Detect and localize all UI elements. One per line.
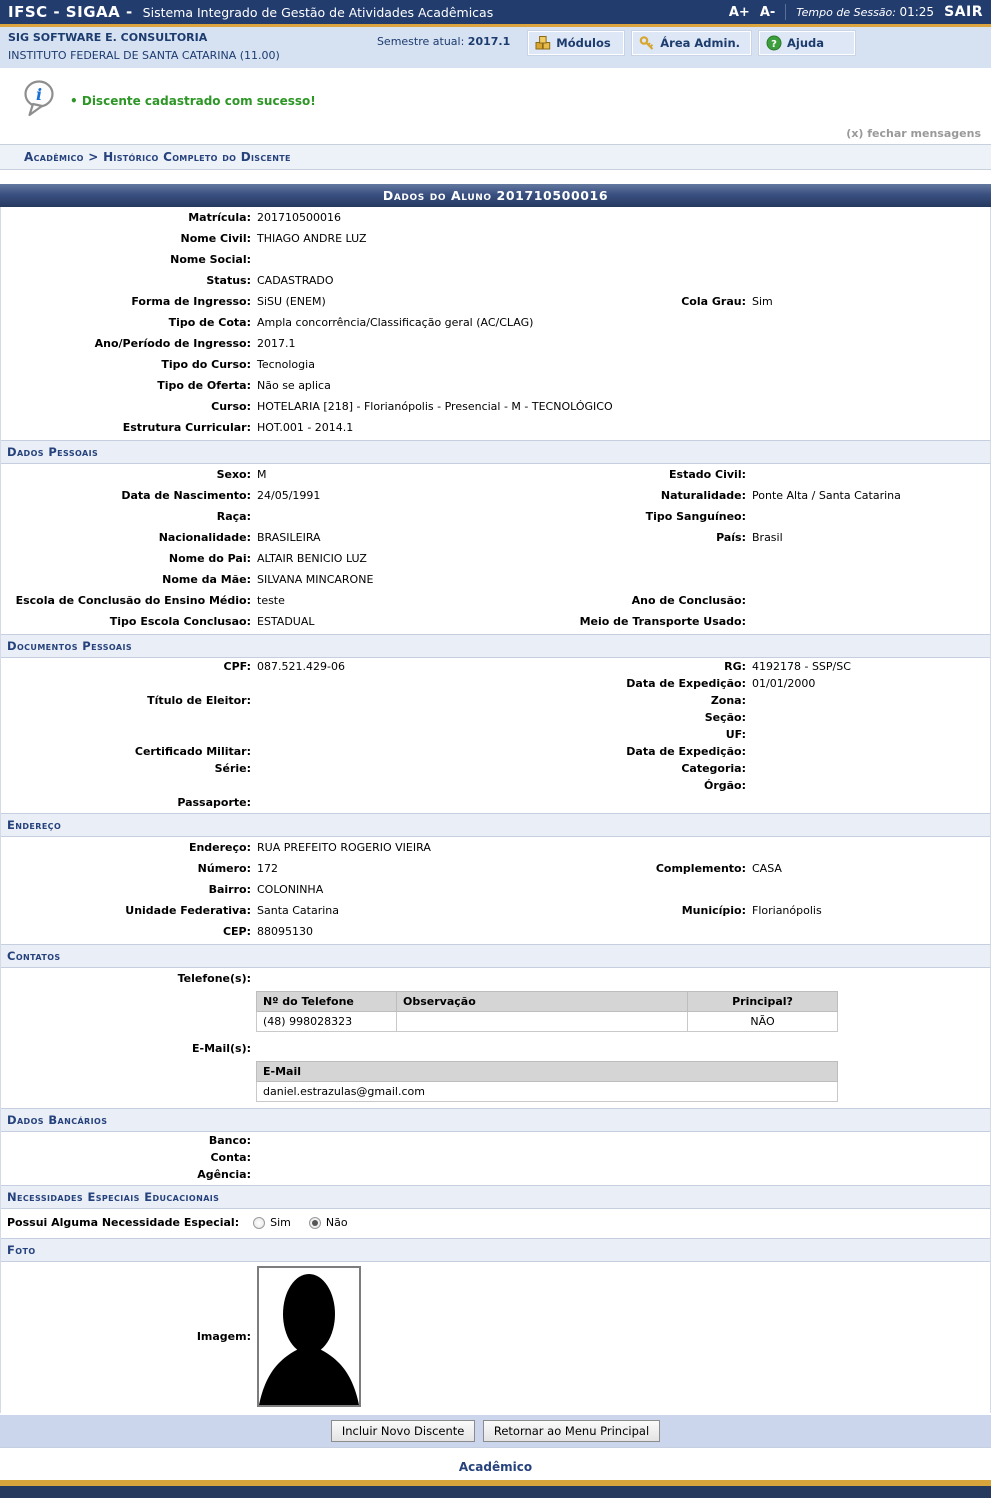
field-label: Nome da Mãe: xyxy=(162,573,251,586)
field-label: Passaporte: xyxy=(177,796,251,809)
field-value xyxy=(251,784,496,788)
font-decrease-button[interactable]: A- xyxy=(759,4,776,20)
field-label: Escola de Conclusão do Ensino Médio: xyxy=(15,594,251,607)
field-label: Título de Eleitor: xyxy=(147,694,251,707)
field-row xyxy=(1,249,990,270)
font-increase-button[interactable]: A+ xyxy=(728,4,750,20)
field-label: Data de Expedição: xyxy=(626,677,746,690)
field-value: teste xyxy=(257,594,285,607)
field-label: Endereço: xyxy=(188,841,251,854)
field-value xyxy=(251,750,496,754)
table-cell: daniel.estrazulas@gmail.com xyxy=(257,1082,838,1102)
divider xyxy=(785,4,786,20)
session-timer: Tempo de Sessão: 01:25 xyxy=(796,5,935,19)
field-row xyxy=(1,900,990,921)
include-new-student-button[interactable]: Incluir Novo Discente xyxy=(331,1420,476,1442)
field-label: Órgão: xyxy=(703,779,746,792)
radio-label: Não xyxy=(325,1216,348,1229)
field-label: Seção: xyxy=(704,711,746,724)
top-header-bar xyxy=(0,0,991,27)
field-row xyxy=(1,658,990,675)
field-label xyxy=(1,682,251,686)
field-label xyxy=(1,784,251,788)
field-value xyxy=(251,716,496,720)
field-row xyxy=(1,692,990,709)
field-value: 201710500016 xyxy=(257,211,341,224)
field-row xyxy=(1,1149,990,1166)
field-value: Sim xyxy=(752,295,773,308)
field-row xyxy=(1,527,990,548)
unit-name: SIG SOFTWARE E. CONSULTORIA xyxy=(8,31,208,44)
field-row xyxy=(1,858,990,879)
image-label: Imagem: xyxy=(196,1330,251,1343)
field-value: SILVANA MINCARONE xyxy=(257,573,374,586)
field-value: CASA xyxy=(752,862,782,875)
field-value: 01/01/2000 xyxy=(752,677,816,690)
field-row xyxy=(1,837,990,858)
field-row xyxy=(1,333,990,354)
table-row xyxy=(257,1012,838,1032)
field-label: Forma de Ingresso: xyxy=(131,295,251,308)
subheader-bar xyxy=(0,27,991,68)
field-value: M xyxy=(257,468,267,481)
field-row xyxy=(1,291,990,312)
field-row xyxy=(1,548,990,569)
field-value: HOTELARIA [218] - Florianópolis - Presencial - M - TECNOLÓGICO xyxy=(257,400,613,413)
field-value: 88095130 xyxy=(257,925,313,938)
section-header-documentos-pessoais: Documentos Pessoais xyxy=(1,634,990,658)
field-value: COLONINHA xyxy=(257,883,324,896)
field-row xyxy=(1,726,990,743)
field-label: Zona: xyxy=(710,694,746,707)
panel-title: Dados do Aluno 201710500016 xyxy=(0,184,991,207)
column-header: Observação xyxy=(397,992,688,1012)
field-row xyxy=(1,464,990,485)
field-label: Tipo do Curso: xyxy=(161,358,251,371)
table-cell: (48) 998028323 xyxy=(257,1012,397,1032)
field-label: Tipo Escola Conclusao: xyxy=(109,615,251,628)
field-value: THIAGO ANDRE LUZ xyxy=(257,232,367,245)
field-value: RUA PREFEITO ROGERIO VIEIRA xyxy=(257,841,431,854)
actions-bar xyxy=(0,1415,991,1447)
field-value: ALTAIR BENICIO LUZ xyxy=(257,552,367,565)
area-admin-button[interactable]: Área Admin. xyxy=(632,31,751,55)
field-label: Banco: xyxy=(208,1134,251,1147)
field-value: 087.521.429-06 xyxy=(257,660,345,673)
logout-button[interactable]: SAIR xyxy=(944,4,983,20)
field-value xyxy=(251,256,990,264)
field-value xyxy=(251,975,990,983)
field-label: Meio de Transporte Usado: xyxy=(579,615,746,628)
field-value xyxy=(251,1045,990,1053)
field-label: UF: xyxy=(725,728,746,741)
field-value xyxy=(746,513,990,521)
field-label: RG: xyxy=(724,660,746,673)
field-label: Telefone(s): xyxy=(177,972,251,985)
field-label xyxy=(1,733,251,737)
field-label: Sexo: xyxy=(216,468,251,481)
field-row xyxy=(1,396,990,417)
key-icon xyxy=(639,35,655,51)
radio-circle[interactable] xyxy=(253,1217,265,1229)
field-value: Santa Catarina xyxy=(257,904,340,917)
field-value: 4192178 - SSP/SC xyxy=(752,660,851,673)
system-title: Sistema Integrado de Gestão de Atividades Acadêmicas xyxy=(142,4,494,20)
field-value xyxy=(746,699,990,703)
field-label: Ano de Conclusão: xyxy=(631,594,746,607)
photo-row xyxy=(1,1262,990,1413)
field-row xyxy=(1,968,990,989)
section-header-dados-pessoais: Dados Pessoais xyxy=(1,440,990,464)
help-icon xyxy=(766,35,782,51)
field-row xyxy=(1,743,990,760)
radio-sim[interactable] xyxy=(253,1216,291,1229)
field-value: Tecnologia xyxy=(257,358,315,371)
field-label xyxy=(1,716,251,720)
field-value: ESTADUAL xyxy=(257,615,315,628)
field-label: Tipo Sanguíneo: xyxy=(645,510,746,523)
field-label: Ano/Período de Ingresso: xyxy=(94,337,251,350)
field-label: Raça: xyxy=(216,510,251,523)
field-value: Brasil xyxy=(752,531,783,544)
field-value xyxy=(251,1139,990,1143)
field-label: Conta: xyxy=(210,1151,251,1164)
modules-icon xyxy=(535,35,551,51)
field-value: BRASILEIRA xyxy=(257,531,321,544)
field-row xyxy=(1,1166,990,1183)
column-header: Principal? xyxy=(688,992,838,1012)
app-brand: IFSC - SIGAA - xyxy=(8,3,133,21)
institution-name: INSTITUTO FEDERAL DE SANTA CATARINA (11.00) xyxy=(8,49,280,62)
field-value xyxy=(251,682,496,686)
field-row xyxy=(1,1132,990,1149)
field-row xyxy=(1,760,990,777)
field-row xyxy=(1,590,990,611)
info-bubble-icon xyxy=(22,80,58,121)
field-label: Agência: xyxy=(197,1168,251,1181)
field-row xyxy=(1,228,990,249)
table-cell xyxy=(397,1012,688,1032)
field-value xyxy=(251,1156,990,1160)
table-row xyxy=(257,1082,838,1102)
help-button[interactable]: ? Ajuda xyxy=(759,31,855,55)
field-row xyxy=(1,375,990,396)
svg-text:?: ? xyxy=(771,39,777,50)
field-label: CEP: xyxy=(222,925,251,938)
radio-group xyxy=(253,1216,347,1229)
radio-label: Sim xyxy=(270,1216,291,1229)
section-header-necessidades-especiais-educacionais: Necessidades Especiais Educacionais xyxy=(1,1185,990,1209)
email-table xyxy=(256,1061,838,1102)
section-header-dados-banc-rios: Dados Bancários xyxy=(1,1108,990,1132)
field-value: 172 xyxy=(257,862,278,875)
phone-table xyxy=(256,991,838,1032)
footer-navy-bar xyxy=(0,1486,991,1498)
field-row xyxy=(1,777,990,794)
field-value: CADASTRADO xyxy=(257,274,334,287)
field-value xyxy=(746,733,990,737)
special-needs-label: Possui Alguma Necessidade Especial: xyxy=(7,1216,240,1229)
section-header-contatos: Contatos xyxy=(1,944,990,968)
field-row xyxy=(1,709,990,726)
field-row xyxy=(1,312,990,333)
field-value xyxy=(251,767,496,771)
current-semester: Semestre atual: 2017.1 xyxy=(376,35,511,48)
message-area xyxy=(0,68,991,121)
return-main-menu-button[interactable]: Retornar ao Menu Principal xyxy=(483,1420,660,1442)
field-value: Não se aplica xyxy=(257,379,331,392)
field-label: Nome do Pai: xyxy=(168,552,251,565)
section-header-foto: Foto xyxy=(1,1238,990,1262)
field-value xyxy=(746,767,990,771)
field-value xyxy=(251,513,496,521)
section-header-endere-o: Endereço xyxy=(1,813,990,837)
field-value: HOT.001 - 2014.1 xyxy=(257,421,354,434)
student-photo xyxy=(257,1266,361,1407)
field-label: Estrutura Curricular: xyxy=(122,421,251,434)
field-row xyxy=(1,794,990,811)
field-label: Naturalidade: xyxy=(660,489,746,502)
field-label: Estado Civil: xyxy=(669,468,746,481)
radio-no[interactable] xyxy=(309,1216,348,1229)
field-value xyxy=(746,784,990,788)
field-label: Número: xyxy=(197,862,251,875)
field-row xyxy=(1,611,990,632)
field-row xyxy=(1,675,990,692)
field-row xyxy=(1,485,990,506)
field-row xyxy=(1,1038,990,1059)
field-label: Nome Social: xyxy=(170,253,251,266)
field-value xyxy=(746,597,990,605)
field-label: Unidade Federativa: xyxy=(125,904,251,917)
special-needs-row xyxy=(1,1209,990,1236)
field-value xyxy=(251,699,496,703)
breadcrumb[interactable]: Acadêmico > Histórico Completo do Discente xyxy=(0,144,991,170)
field-label: Data de Expedição: xyxy=(626,745,746,758)
field-row xyxy=(1,569,990,590)
footer-academico-link[interactable]: Acadêmico xyxy=(458,1460,533,1474)
field-row xyxy=(1,354,990,375)
field-value xyxy=(746,716,990,720)
field-value: Ponte Alta / Santa Catarina xyxy=(752,489,901,502)
form-body xyxy=(0,207,991,1413)
field-label: Bairro: xyxy=(208,883,251,896)
student-data-panel xyxy=(0,184,991,1448)
table-cell: NÃO xyxy=(688,1012,838,1032)
field-value: 2017.1 xyxy=(257,337,296,350)
field-row xyxy=(1,417,990,438)
field-label: Município: xyxy=(681,904,746,917)
field-value xyxy=(746,471,990,479)
field-row xyxy=(1,506,990,527)
field-label: Certificado Militar: xyxy=(134,745,251,758)
field-value xyxy=(251,733,496,737)
column-header: E-Mail xyxy=(257,1062,838,1082)
close-messages-link[interactable]: (x) fechar mensagens xyxy=(846,127,981,140)
field-label: Tipo de Oferta: xyxy=(157,379,251,392)
column-header: Nº do Telefone xyxy=(257,992,397,1012)
field-value xyxy=(251,1173,990,1177)
success-message: • Discente cadastrado com sucesso! xyxy=(70,93,316,108)
field-value: Ampla concorrência/Classificação geral (AC/CLAG) xyxy=(257,316,534,329)
field-label: Complemento: xyxy=(655,862,746,875)
field-label: Nacionalidade: xyxy=(158,531,251,544)
field-label: Cola Grau: xyxy=(681,295,746,308)
field-value xyxy=(746,618,990,626)
field-label: CPF: xyxy=(223,660,251,673)
field-label: Nome Civil: xyxy=(180,232,251,245)
svg-text:i: i xyxy=(35,85,43,104)
field-label: País: xyxy=(716,531,746,544)
field-label: Status: xyxy=(206,274,251,287)
field-value xyxy=(251,801,990,805)
field-row xyxy=(1,879,990,900)
field-label: Data de Nascimento: xyxy=(121,489,251,502)
field-label: Curso: xyxy=(211,400,251,413)
field-label: E-Mail(s): xyxy=(192,1042,251,1055)
field-value xyxy=(746,750,990,754)
field-label: Categoria: xyxy=(681,762,746,775)
field-row xyxy=(1,921,990,942)
radio-circle[interactable] xyxy=(309,1217,321,1229)
field-value: SiSU (ENEM) xyxy=(257,295,326,308)
field-value: Florianópolis xyxy=(752,904,822,917)
field-label: Série: xyxy=(214,762,251,775)
modules-button[interactable]: Módulos xyxy=(528,31,624,55)
field-row xyxy=(1,270,990,291)
field-value: 24/05/1991 xyxy=(257,489,321,502)
field-label: Tipo de Cota: xyxy=(168,316,251,329)
field-label: Matrícula: xyxy=(188,211,251,224)
field-row xyxy=(1,207,990,228)
